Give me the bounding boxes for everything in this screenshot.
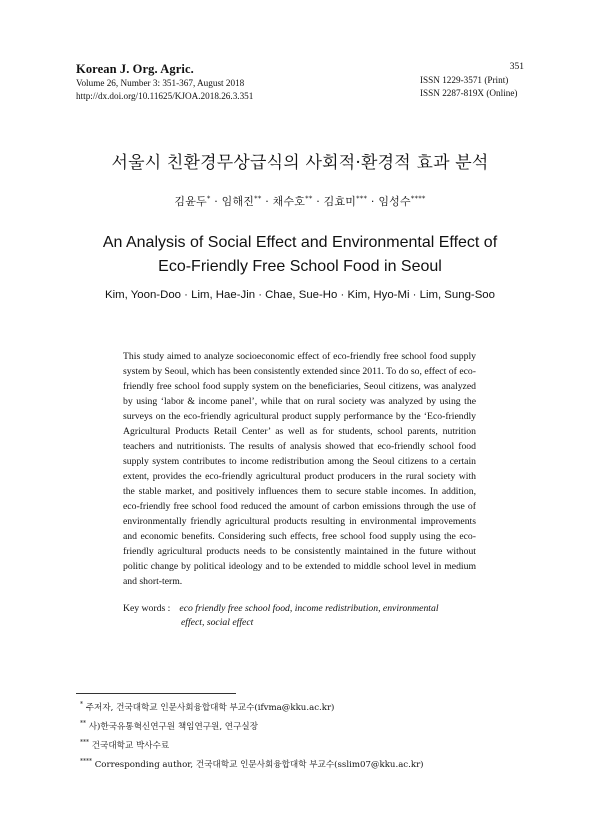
english-title: [0, 231, 600, 279]
abstract: [123, 349, 476, 589]
keywords-line-1: eco friendly free school food, income redistribution, environmental: [179, 603, 439, 614]
keywords-line-2: effect, social effect: [181, 616, 254, 628]
keywords-label: Key words :: [123, 603, 171, 614]
author-5: 임성수: [378, 195, 411, 208]
english-title-line-2: Eco-Friendly Free School Food in Seoul: [158, 258, 442, 275]
author-sep: ·: [261, 195, 273, 208]
footnote-mark: **: [80, 719, 86, 727]
footnote-mark: ****: [80, 757, 92, 765]
footnote-mark: ***: [80, 738, 89, 746]
author-3: 채수호: [272, 195, 306, 208]
issn-online: ISSN 2287-819X (Online): [420, 87, 518, 98]
footnote-1: [80, 697, 530, 716]
footnote-mark: *: [80, 701, 83, 708]
author-2-mark: **: [254, 194, 262, 203]
footnote-text: 주저자, 건국대학교 인문사회융합대학 부교수(ifvma@kku.ac.kr): [85, 702, 335, 713]
author-3-mark: **: [305, 194, 313, 203]
abstract-text: This study aimed to analyze socioeconomic effect of eco-friendly free school food supply system by Seoul, which has been consistently extended since 2011. To do so, effect of eco-friendly free school food supply system on the beneficiaries, Seoul citizens, was analyzed by using ‘labor & income panel’, while that on rural society was analyzed by using the surveys on the eco-friendly agricultural product supply performance by the ‘Eco-friendly Agricultural Products Retail Center’ as well as for students, school parents, nutrition teachers and nutritionists. The results of analysis showed that eco-friendly school food supply system contributes to income redistribution among the Seoul citizens to a certain extent, provides the eco-friendly agricultural product producers in the rural society with the stable market, and positively influences them to secure stable incomes. In addition, eco-friendly free school food reduced the amount of carbon emissions through the use of environmentally friendly agricultural products resulting in environmental improvements and economic benefits. Considering such effects, free school food supply using the eco-friendly agricultural products needs to be consistently maintained in the future without politic change by political ideology and to be extended to middle school level in medium and short-term.: [123, 351, 476, 587]
issn-print: ISSN 1229-3571 (Print): [420, 75, 509, 85]
author-5-mark: ****: [410, 194, 426, 203]
author-4: 김효미: [323, 195, 357, 208]
english-title-line-1: An Analysis of Social Effect and Environmental Effect of: [102, 234, 498, 251]
footnote-4: [80, 754, 530, 773]
korean-title: 서울시 친환경무상급식의 사회적·환경적 효과 분석: [111, 153, 489, 173]
author-sep: ·: [312, 195, 324, 208]
volume-line: Volume 26, Number 3: 351-367, August 2018: [76, 78, 245, 88]
footnotes: [80, 697, 530, 772]
korean-authors: [0, 193, 600, 209]
issn-block: [420, 74, 550, 99]
footnote-text: 사)한국유통혁신연구원 책임연구원, 연구실장: [88, 721, 259, 732]
footnote-divider: [76, 693, 236, 694]
author-4-mark: ***: [356, 194, 368, 203]
author-1-mark: *: [206, 194, 211, 203]
journal-name: Korean J. Org. Agric.: [76, 62, 194, 76]
page-number: 351: [509, 62, 524, 72]
footnote-2: [80, 716, 530, 735]
author-1: 김윤두: [174, 195, 207, 208]
author-sep: ·: [367, 195, 379, 208]
journal-header: [76, 62, 376, 102]
keywords: [123, 602, 483, 629]
author-2: 임해진: [221, 195, 255, 208]
footnote-text: 건국대학교 박사수료: [91, 740, 170, 751]
english-authors: Kim, Yoon-Doo · Lim, Hae-Jin · Chae, Sue-Ho · Kim, Hyo-Mi · Lim, Sung-Soo: [105, 289, 495, 301]
doi-link[interactable]: http://dx.doi.org/10.11625/KJOA.2018.26.3.351: [76, 90, 254, 101]
footnote-3: [80, 735, 530, 754]
author-sep: ·: [210, 195, 222, 208]
footnote-text: Corresponding author, 건국대학교 인문사회융합대학 부교수(sslim07@kku.ac.kr): [94, 759, 424, 770]
